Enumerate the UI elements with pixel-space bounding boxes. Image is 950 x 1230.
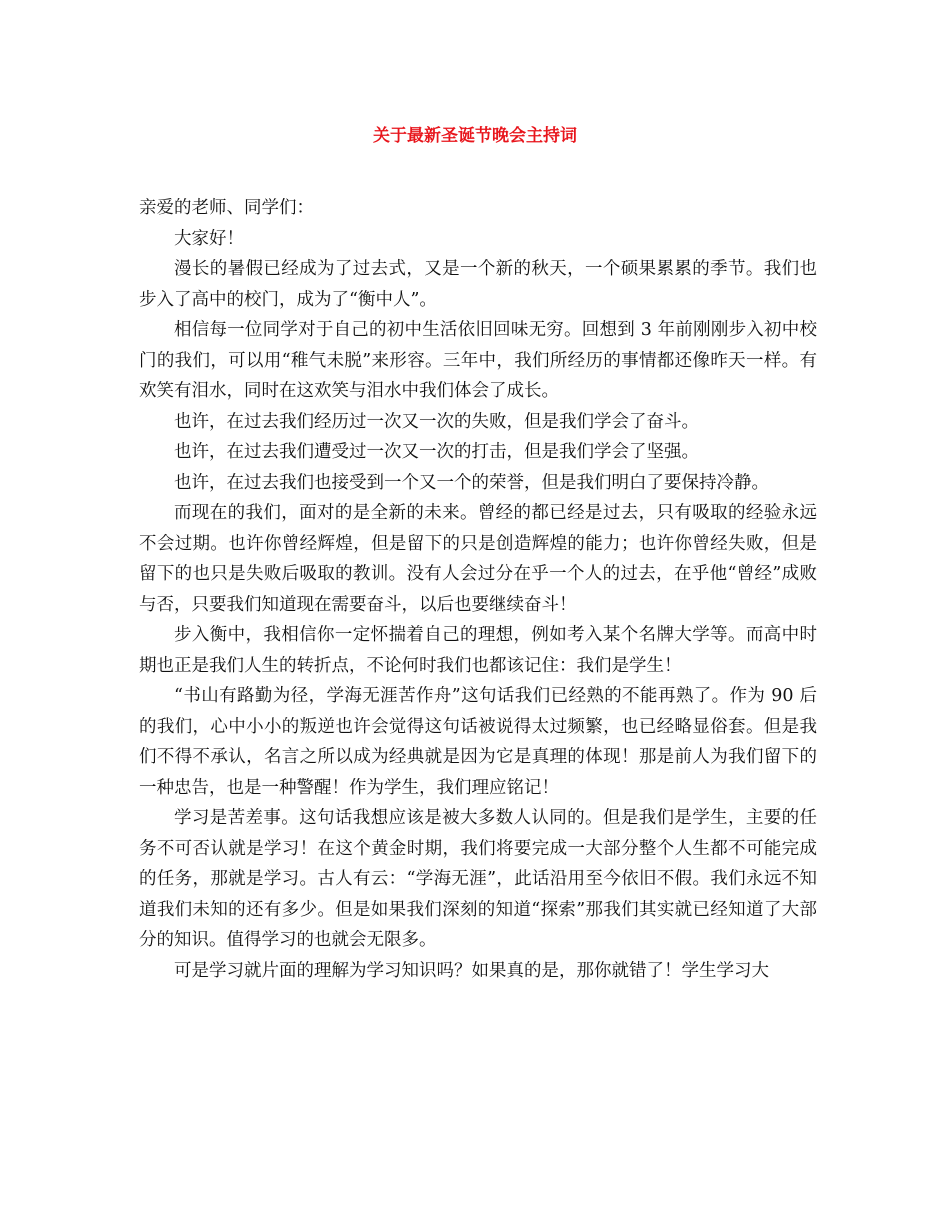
paragraph: 可是学习就片面的理解为学习知识吗？如果真的是，那你就错了！学生学习大 bbox=[174, 960, 769, 981]
paragraph: “书山有路勤为径，学海无涯苦作舟”这句话我们已经熟的不能再熟了。作为 90 后的我们，心中小小的叛逆也许会觉得这句话被说得太过频繁，也已经略显俗套。但是我们不得不承认，名言之所以成为经典就是因为它是真理的体现！那是前人为我们留下的一种忠告，也是一种警醒！作为学生，我们理应铭记！ bbox=[139, 686, 817, 798]
paragraph: 相信每一位同学对于自己的初中生活依旧回味无穷。回想到 3 年前刚刚步入初中校门的我们，可以用“稚气未脱”来形容。三年中，我们所经历的事情都还像昨天一样。有欢笑有泪水，同时在这欢笑与泪水中我们体会了成长。 bbox=[139, 320, 817, 401]
salutation: 亲爱的老师、同学们： bbox=[139, 198, 314, 218]
paragraph: 而现在的我们，面对的是全新的未来。曾经的都已经是过去，只有吸取的经验永远不会过期。也许你曾经辉煌，但是留下的只是创造辉煌的能力；也许你曾经失败，但是留下的也只是失败后吸取的教训。没有人会过分在乎一个人的过去，在乎他“曾经”成败与否，只要我们知道现在需要奋斗，以后也要继续奋斗！ bbox=[139, 503, 817, 615]
document-title: 关于最新圣诞节晚会主持词 bbox=[373, 126, 577, 146]
paragraph: 漫长的暑假已经成为了过去式，又是一个新的秋天，一个硕果累累的季节。我们也步入了高中的校门，成为了“衡中人”。 bbox=[139, 259, 817, 310]
document-body bbox=[139, 193, 817, 986]
paragraph: 也许，在过去我们遭受过一次又一次的打击，但是我们学会了坚强。 bbox=[174, 442, 699, 462]
paragraph: 大家好！ bbox=[174, 228, 244, 249]
paragraph: 也许，在过去我们经历过一次又一次的失败，但是我们学会了奋斗。 bbox=[174, 411, 699, 432]
paragraph: 学习是苦差事。这句话我想应该是被大多数人认同的。但是我们是学生，主要的任务不可否认就是学习！在这个黄金时期，我们将要完成一大部分整个人生都不可能完成的任务，那就是学习。古人有云：“学海无涯”，此话沿用至今依旧不假。我们永远不知道我们未知的还有多少。但是如果我们深刻的知道“探索”那我们其实就已经知道了大部分的知识。值得学习的也就会无限多。 bbox=[139, 808, 817, 950]
paragraph: 步入衡中，我相信你一定怀揣着自己的理想，例如考入某个名牌大学等。而高中时期也正是我们人生的转折点，不论何时我们也都该记住：我们是学生！ bbox=[139, 625, 817, 676]
paragraph: 也许，在过去我们也接受到一个又一个的荣誉，但是我们明白了要保持冷静。 bbox=[174, 472, 769, 493]
